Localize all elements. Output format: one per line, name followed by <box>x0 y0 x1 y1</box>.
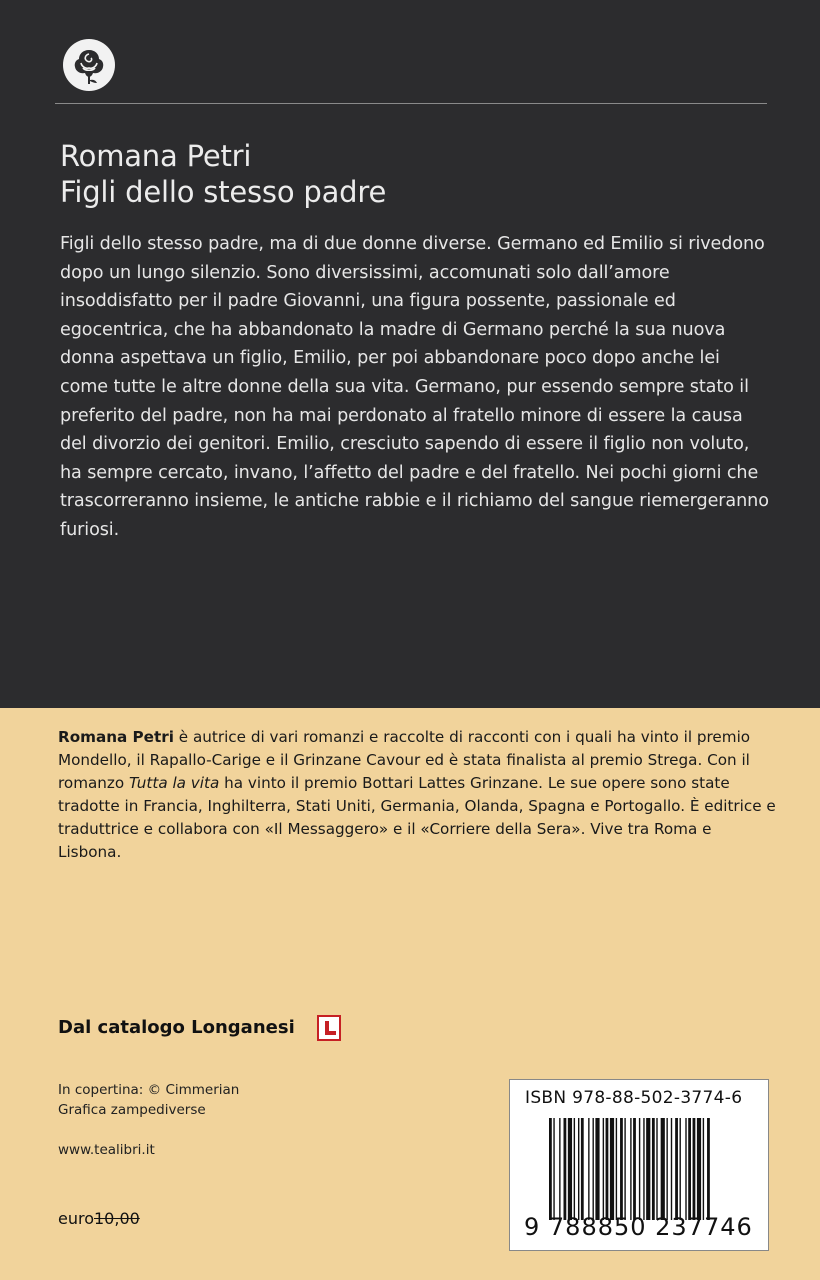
price-currency: euro <box>58 1209 94 1228</box>
bio-novel-title: Tutta la vita <box>129 774 220 792</box>
barcode-icon <box>549 1118 755 1220</box>
cover-credits <box>58 1080 239 1120</box>
author-name: Romana Petri <box>60 139 252 173</box>
book-blurb: Figli dello stesso padre, ma di due donne diverse. Germano ed Emilio si rivedono dopo un lungo silenzio. Sono diversissimi, accomunati solo dall’amore insoddisfatto per il padre Giovanni, una figura possente, passionale ed egocentrica, che ha abbandonato la madre di Germano perché la sua nuova donna aspettava un figlio, Emilio, per poi abbandonare poco dopo anche lei come tutte le altre donne della sua vita. Germano, pur essendo sempre stato il preferito del padre, non ha mai perdonato al fratello minore di essere la causa del divorzio dei genitori. Emilio, cresciuto sapendo di essere il figlio non voluto, ha sempre cercato, invano, l’affetto del padre e del fratello. Nei pochi giorni che trascorreranno insieme, le antiche rabbie e il richiamo del sangue riemergeranno furiosi. <box>60 234 769 540</box>
design-credit: Grafica zampediverse <box>58 1102 206 1118</box>
book-title: Figli dello stesso padre <box>60 175 387 209</box>
catalog-label: Dal catalogo Longanesi <box>58 1017 295 1038</box>
divider-line <box>55 103 767 104</box>
author-bio <box>58 726 778 864</box>
bio-author-name: Romana Petri <box>58 728 174 746</box>
publisher-website: www.tealibri.it <box>58 1142 155 1158</box>
ean-digits: 9 788850 237746 <box>524 1213 753 1241</box>
longanesi-logo-icon <box>317 1015 341 1041</box>
bio-text-2: ha vinto il premio Bottari Lattes Grinzane. Le sue opere sono state tradotte in Francia, Inghilterra, Stati Uniti, Germania, Olanda, Spagna e Portogallo. È editrice e traduttrice e collabora con «Il Messaggero» e il «Corriere della Sera». Vive tra Roma e Lisbona. <box>58 774 776 861</box>
cover-credit: In copertina: © Cimmerian <box>58 1082 240 1098</box>
price-amount: 10,00 <box>94 1209 140 1228</box>
price <box>58 1209 140 1228</box>
isbn-box <box>509 1079 769 1251</box>
isbn-label: ISBN 978-88-502-3774-6 <box>525 1088 743 1108</box>
tan-bottom-panel <box>0 708 820 1280</box>
bio-text-1: è autrice di vari romanzi e raccolte di racconti con i quali ha vinto il premio Mondello, il Rapallo-Carige e il Grinzane Cavour ed è stata finalista al premio Strega. Con il romanzo <box>58 728 751 792</box>
rose-logo-icon <box>63 39 115 91</box>
